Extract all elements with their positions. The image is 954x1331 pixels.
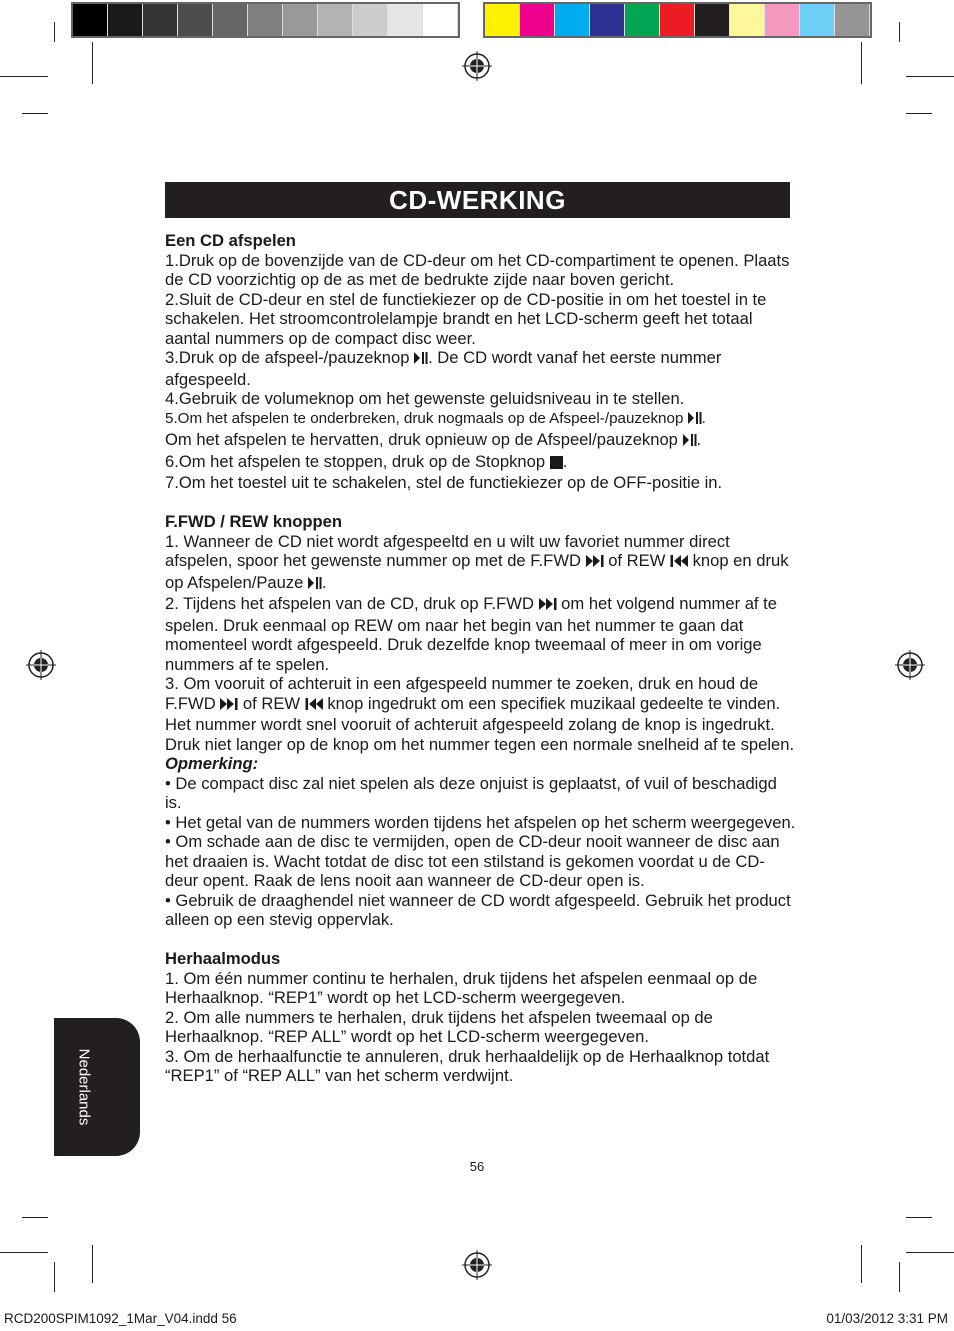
text: . (322, 572, 327, 592)
note-bullet: • Gebruik de draaghendel niet wanneer de CD wordt afgespeeld. Gebruik het product alleen op een stevig oppervlak. (165, 890, 791, 929)
registration-mark-icon (895, 650, 925, 680)
rewind-icon (305, 696, 323, 716)
color-swatch (423, 4, 458, 36)
color-swatch (283, 4, 318, 36)
text: of REW (238, 693, 305, 713)
color-swatch (520, 4, 555, 36)
color-swatch (555, 4, 590, 36)
color-swatch (590, 4, 625, 36)
color-swatch (143, 4, 178, 36)
footer-timestamp: 01/03/2012 3:31 PM (826, 1311, 948, 1326)
color-swatch (730, 4, 765, 36)
color-swatch (765, 4, 800, 36)
text: 3.Druk op de afspeel-/pauzeknop (165, 348, 415, 367)
color-swatch (660, 4, 695, 36)
paragraph (165, 348, 797, 389)
crop-mark (906, 1217, 932, 1218)
text: of REW (603, 551, 670, 570)
language-tab-label: Nederlands (75, 1048, 93, 1126)
footer-file-info: RCD200SPIM1092_1Mar_V04.indd 56 (4, 1311, 237, 1326)
text: knop ingedrukt om een specifiek muzikaal gedeelte te vinden. Het nummer wordt snel vooruit of achteruit afgespeeld zolang de knop is ingedrukt. Druk niet langer op de knop om het nummer tegen een normale snelheid af te spelen. (165, 693, 795, 754)
section-heading-repeat: Herhaalmodus (165, 949, 281, 968)
crop-mark (54, 22, 55, 42)
section-heading-play: Een CD afspelen (165, 231, 296, 250)
manual-content (165, 231, 797, 1086)
play-pause-icon (688, 411, 702, 431)
paragraph: 1.Druk op de bovenzijde van de CD-deur om het CD-compartiment te openen. Plaats de CD voorzichtig op de as met de bedrukte zijde naar boven gericht. (165, 250, 790, 289)
play-pause-icon (308, 575, 322, 595)
note-bullet: • De compact disc zal niet spelen als deze onjuist is geplaatst, of vuil of beschadigd is. (165, 773, 777, 812)
text: 5.Om het afspelen te onderbreken, druk nogmaals op de Afspeel-/pauzeknop (165, 409, 688, 427)
text: Om het afspelen te hervatten, druk opnieuw op de Afspeel/pauzeknop (165, 430, 683, 449)
paragraph (165, 409, 797, 431)
color-swatch (485, 4, 520, 36)
crop-mark (0, 76, 48, 77)
note-bullet: • Om schade aan de disc te vermijden, open de CD-deur nooit wanneer de disc aan het draaien is. Wacht totdat de disc tot een stilstand is gekomen voordat u de CD-deur opent. Raak de lens nooit aan wanneer de CD-deur open is. (165, 832, 780, 890)
color-swatch (388, 4, 423, 36)
crop-mark (861, 1245, 862, 1283)
note-bullet: • Het getal van de nummers worden tijdens het afspelen op het scherm weergegeven. (165, 812, 796, 832)
crop-mark (54, 1262, 55, 1292)
crop-mark (92, 1245, 93, 1283)
text: knop en druk op Afspelen/Pauze (165, 551, 789, 592)
color-swatch (248, 4, 283, 36)
page-number: 56 (469, 1159, 485, 1174)
crop-mark (899, 1262, 900, 1292)
text: 3. Om vooruit of achteruit in een afgespeeld nummer te zoeken, druk en houd de F.FWD (165, 674, 759, 713)
fast-forward-icon (539, 596, 557, 616)
fast-forward-icon (586, 553, 604, 573)
color-swatch (353, 4, 388, 36)
rewind-icon (670, 553, 688, 573)
paragraph: 1. Om één nummer continu te herhalen, druk tijdens het afspelen eenmaal op de Herhaalknop. “REP1” wordt op het LCD-scherm weergegeven. (165, 968, 758, 1007)
color-swatch (73, 4, 108, 36)
paragraph (165, 430, 797, 452)
crop-mark (22, 113, 48, 114)
color-swatch (178, 4, 213, 36)
note-heading: Opmerking: (165, 754, 259, 773)
crop-mark (906, 76, 954, 77)
registration-mark-icon (462, 1250, 492, 1280)
color-swatch (695, 4, 730, 36)
grayscale-bar (71, 2, 460, 38)
paragraph (165, 674, 797, 754)
crop-mark (899, 22, 900, 42)
text: . (701, 409, 706, 427)
color-swatch (318, 4, 353, 36)
color-swatch (625, 4, 660, 36)
fast-forward-icon (220, 696, 238, 716)
color-bar (483, 2, 872, 38)
stop-icon (550, 454, 563, 474)
section-heading-fwd-rew: F.FWD / REW knoppen (165, 512, 342, 531)
text: . De CD wordt vanaf het eerste nummer afgespeeld. (165, 348, 722, 389)
crop-mark (0, 1252, 48, 1253)
text: 2. Tijdens het afspelen van de CD, druk op F.FWD (165, 594, 539, 613)
registration-mark-icon (462, 51, 492, 81)
crop-mark (861, 42, 862, 84)
crop-mark (906, 113, 932, 114)
paragraph: 2.Sluit de CD-deur en stel de functiekiezer op de CD-positie in om het toestel in te schakelen. Het stroomcontrolelampje brandt en het LCD-scherm geeft het totaal aantal nummers op de compact disc weer. (165, 289, 767, 348)
text: om het volgend nummer af te spelen. Druk eenmaal op REW om naar het begin van het nummer te gaan dat momenteel wordt afgespeeld. Druk dezelfde knop tweemaal of meer in om vorige nummers af te spelen. (165, 594, 777, 674)
color-swatch (800, 4, 835, 36)
paragraph: 4.Gebruik de volumeknop om het gewenste geluidsniveau in te stellen. (165, 389, 685, 408)
text: . (696, 430, 702, 449)
paragraph (165, 532, 797, 595)
crop-mark (22, 1217, 48, 1218)
color-swatch (835, 4, 870, 36)
language-tab (54, 1018, 140, 1156)
play-pause-icon (683, 432, 697, 452)
text: 6.Om het afspelen te stoppen, druk op de Stopknop (165, 451, 550, 471)
page-title: CD-WERKING (165, 182, 790, 218)
crop-mark (906, 1252, 954, 1253)
color-swatch (108, 4, 143, 36)
paragraph (165, 594, 797, 674)
play-pause-icon (414, 350, 428, 370)
crop-mark (92, 42, 93, 84)
text: 1. Wanneer de CD niet wordt afgespeeltd en u wilt uw favoriet nummer direct afspelen, spoor het gewenste nummer op met de F.FWD (165, 531, 730, 570)
paragraph: 3. Om de herhaalfunctie te annuleren, druk herhaaldelijk op de Herhaalknop totdat “REP1” of “REP ALL” van het scherm verdwijnt. (165, 1046, 770, 1085)
registration-mark-icon (26, 650, 56, 680)
paragraph (165, 452, 797, 474)
color-swatch (213, 4, 248, 36)
paragraph: 7.Om het toestel uit te schakelen, stel de functiekiezer op de OFF-positie in. (165, 473, 723, 492)
paragraph: 2. Om alle nummers te herhalen, druk tijdens het afspelen tweemaal op de Herhaalknop. “REP ALL” wordt op het LCD-scherm weergegeven. (165, 1007, 713, 1046)
text: . (562, 451, 568, 471)
